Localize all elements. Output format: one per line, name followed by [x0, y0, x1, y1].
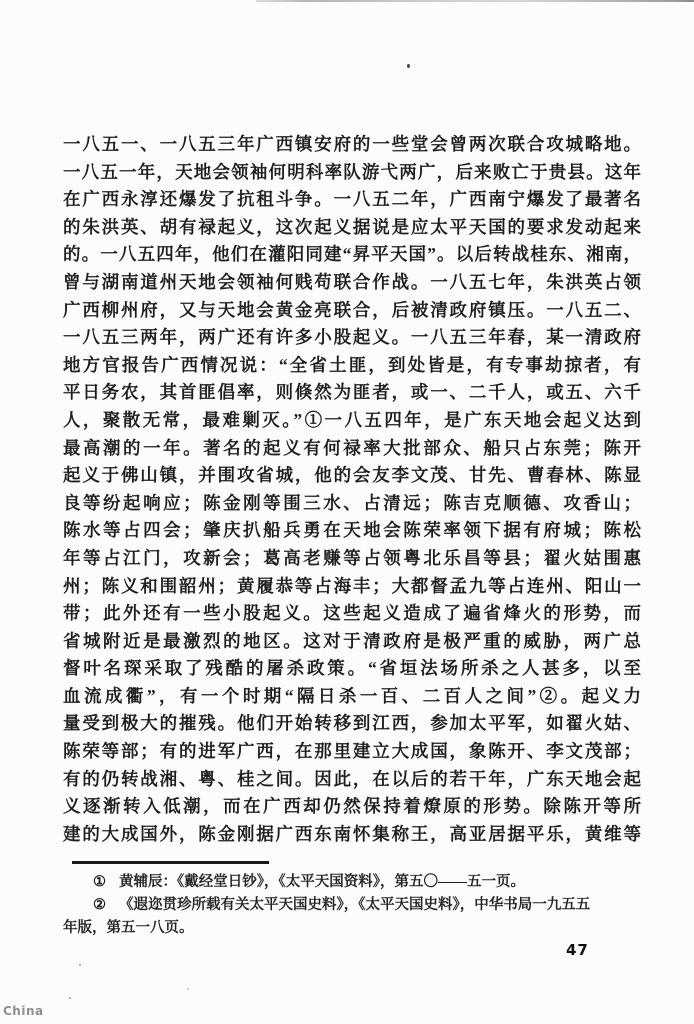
footnote-1: [63, 871, 641, 894]
text-line: 州；陈义和围韶州；黄履恭等占海丰；大都督孟九等占连州、阳山一: [63, 575, 641, 596]
text-line: 在广西永淳还爆发了抗租斗争。一八五二年，广西南宁爆发了最著名: [63, 189, 641, 210]
footnote-2: [63, 894, 641, 917]
scan-edge-artifact: [256, 0, 694, 2]
text-line: 义逐渐转入低潮，而在广西却仍然保持着燎原的形势。除陈开等所: [63, 796, 641, 817]
text-line: 人，聚散无常，最难剿灭。”①一八五四年，是广东天地会起义达到: [63, 409, 641, 430]
scan-speck: [407, 64, 410, 68]
footnote-2-text: 《遐迩贯珍所载有关太平天国史料》，《太平天国史料》，中华书局一九五五: [119, 897, 591, 913]
footnote-2-marker: ②: [93, 897, 106, 913]
text-line: 督叶名琛采取了残酷的屠杀政策。“省垣法场所杀之人甚多，以至: [63, 658, 641, 679]
text-line: 一八五三两年，两广还有许多小股起义。一八五三年春，某一清政府: [63, 327, 641, 348]
text-line: 省城附近是最激烈的地区。这对于清政府是极严重的威胁，两广总: [63, 630, 641, 651]
text-line: 建的大成国外，陈金刚据广西东南怀集称王，高亚居据平乐，黄维等: [63, 823, 641, 844]
text-line: 地方官报告广西情况说：“全省土匪，到处皆是，有专事劫掠者，有: [63, 354, 641, 375]
text-line: 一八五一、一八五三年广西镇安府的一些堂会曾两次联合攻城略地。: [63, 134, 641, 154]
text-line: 起义于佛山镇，并围攻省城，他的会友李文茂、甘先、曹春林、陈显: [63, 465, 641, 486]
scan-speck: [79, 964, 81, 966]
scan-speck: [69, 997, 71, 999]
text-line: 年等占江门，攻新会；葛高老赚等占领粤北乐昌等县；翟火姑围惠: [63, 547, 641, 568]
page-number: 47: [566, 941, 589, 959]
text-line: 陈荣等部；有的进军广西，在那里建立大成国，象陈开、李文茂部；: [63, 741, 641, 762]
watermark-label: China: [3, 1004, 44, 1018]
footnote-1-text: 黄辅辰：《戴经堂日钞》，《太平天国资料》，第五〇——五一页。: [119, 874, 525, 890]
footnote-2-continuation: 年版，第五一八页。: [63, 920, 194, 936]
footnotes: [63, 871, 641, 940]
scan-speck: [187, 988, 189, 990]
text-line: 量受到极大的摧残。他们开始转移到江西，参加太平军，如翟火姑、: [63, 713, 641, 734]
text-line: 有的仍转战湘、粤、桂之间。因此，在以后的若干年，广东天地会起: [63, 768, 641, 789]
text-line: 平日务农，其首匪倡率，则倏然为匪者，或一、二千人，或五、六千: [63, 382, 641, 403]
footnote-1-marker: ①: [93, 874, 106, 890]
text-line: 的朱洪英、胡有禄起义，这次起义据说是应太平天国的要求发动起来: [63, 216, 641, 237]
text-line: 广西柳州府，又与天地会黄金亮联合，后被清政府镇压。一八五二、: [63, 299, 641, 320]
text-line: 血流成衢”，有一个时期“隔日杀一百、二百人之间”②。起义力: [63, 685, 641, 706]
text-line: 良等纷起响应；陈金刚等围三水、占清远；陈吉克顺德、攻香山；: [63, 492, 641, 513]
text-line: 最高潮的一年。著名的起义有何禄率大批部众、船只占东莞；陈开: [63, 437, 641, 458]
text-line: 一八五一年，天地会领袖何明科率队游弋两广，后来败亡于贵县。这年: [63, 161, 641, 182]
text-line: 带；此外还有一些小股起义。这些起义造成了遍省烽火的形势，而: [63, 603, 641, 624]
text-line: 曾与湖南道州天地会领袖何贱苟联合作战。一八五七年，朱洪英占领: [63, 271, 641, 292]
footnote-separator-rule: [72, 861, 269, 864]
text-line: 的。一八五四年，他们在灌阳同建“昇平天国”。以后转战桂东、湘南，: [63, 244, 641, 265]
text-line: 陈水等占四会；肇庆扒船兵勇在天地会陈荣率领下据有府城；陈松: [63, 520, 641, 541]
body-text: [63, 131, 641, 848]
